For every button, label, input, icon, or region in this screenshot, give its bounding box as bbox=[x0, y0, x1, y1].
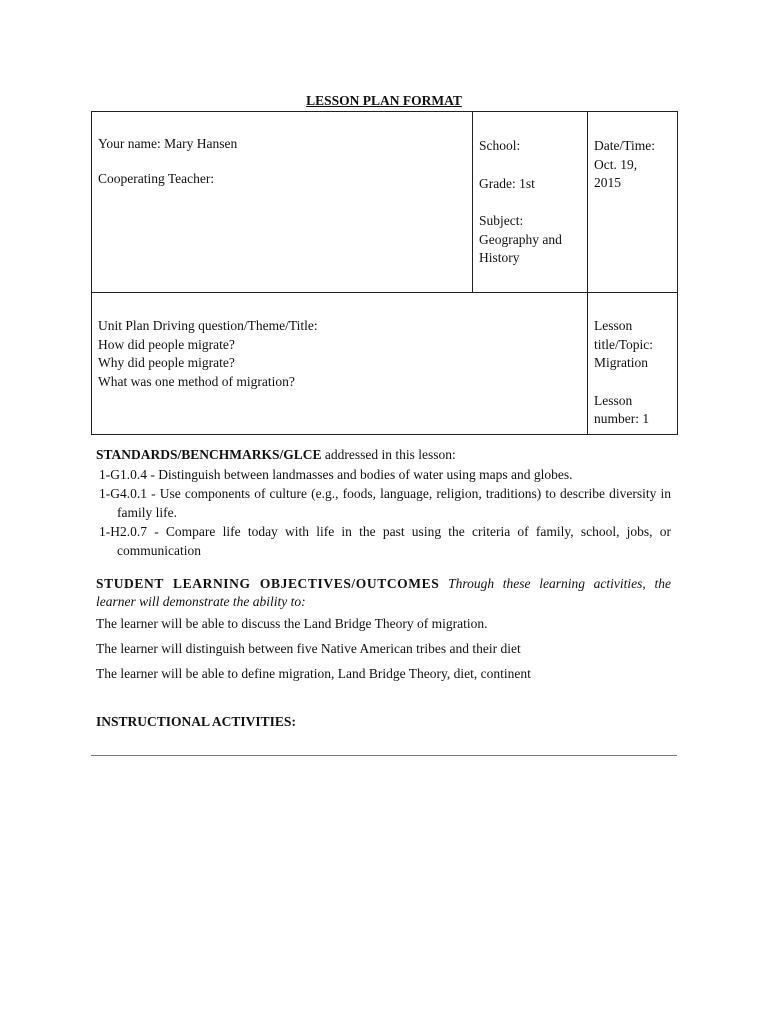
instructional-heading: INSTRUCTIONAL ACTIVITIES: bbox=[96, 714, 296, 729]
unit-plan-cell bbox=[92, 293, 588, 435]
grade-label: Grade: bbox=[479, 175, 516, 191]
table-row bbox=[92, 112, 678, 293]
subject-label: Subject: bbox=[479, 213, 524, 228]
objectives-heading-suffix: Through these learning activities, the learner will demonstrate the ability to: bbox=[96, 576, 671, 609]
standard-item: 1-G4.0.1 - Use components of culture (e.g., foods, language, religion, traditions) to describe diversity in family life. bbox=[99, 486, 671, 520]
standard-item: 1-G1.0.4 - Distinguish between landmasses and bodies of water using maps and globes. bbox=[99, 467, 573, 482]
unit-question: What was one method of migration? bbox=[98, 373, 295, 389]
lesson-cell bbox=[588, 293, 678, 435]
table-row bbox=[92, 293, 678, 435]
grade-line bbox=[479, 175, 581, 194]
name-line bbox=[98, 135, 466, 154]
objective-item: The learner will distinguish between five Native American tribes and their diet bbox=[96, 641, 521, 656]
objective-item: The learner will be able to define migration, Land Bridge Theory, diet, continent bbox=[96, 666, 531, 681]
lesson-title-label: Lesson title/Topic: bbox=[594, 318, 654, 352]
school-cell bbox=[473, 112, 588, 293]
objectives-heading-bold: STUDENT LEARNING OBJECTIVES/OUTCOMES bbox=[96, 576, 440, 591]
cooperating-teacher-label: Cooperating Teacher: bbox=[98, 170, 215, 186]
datetime-value: Oct. 19, 2015 bbox=[594, 156, 638, 190]
standards-heading bbox=[96, 445, 671, 464]
unit-question: How did people migrate? bbox=[98, 336, 235, 352]
standards-heading-suffix: addressed in this lesson: bbox=[324, 447, 456, 462]
unit-question: Why did people migrate? bbox=[98, 355, 235, 370]
standard-item: 1-H2.0.7 - Compare life today with life in the past using the criteria of family, school, jobs, or communication bbox=[99, 524, 671, 558]
objective-item: The learner will be able to discuss the Land Bridge Theory of migration. bbox=[96, 616, 488, 631]
standards-section bbox=[96, 445, 671, 560]
name-label: Your name: bbox=[98, 136, 161, 151]
datetime-cell bbox=[588, 112, 678, 293]
lesson-title-value: Migration bbox=[594, 355, 648, 370]
teacher-cell bbox=[92, 112, 473, 293]
objectives-section bbox=[96, 575, 671, 683]
objectives-heading bbox=[96, 575, 671, 611]
school-label: School: bbox=[479, 138, 521, 153]
grade-value: 1st bbox=[519, 175, 535, 191]
standards-heading-bold: STANDARDS/BENCHMARKS/GLCE bbox=[96, 447, 322, 462]
lesson-number-line bbox=[594, 392, 654, 429]
horizontal-divider bbox=[91, 755, 677, 756]
unit-plan-label: Unit Plan Driving question/Theme/Title: bbox=[98, 318, 318, 333]
name-value: Mary Hansen bbox=[164, 136, 238, 151]
document-title: LESSON PLAN FORMAT bbox=[306, 93, 462, 108]
lesson-number-value: 1 bbox=[642, 411, 650, 426]
lesson-number-label: Lesson number: bbox=[594, 392, 639, 426]
datetime-label: Date/Time: bbox=[594, 138, 656, 153]
subject-value: Geography and History bbox=[479, 231, 562, 265]
lesson-info-table bbox=[91, 111, 678, 435]
